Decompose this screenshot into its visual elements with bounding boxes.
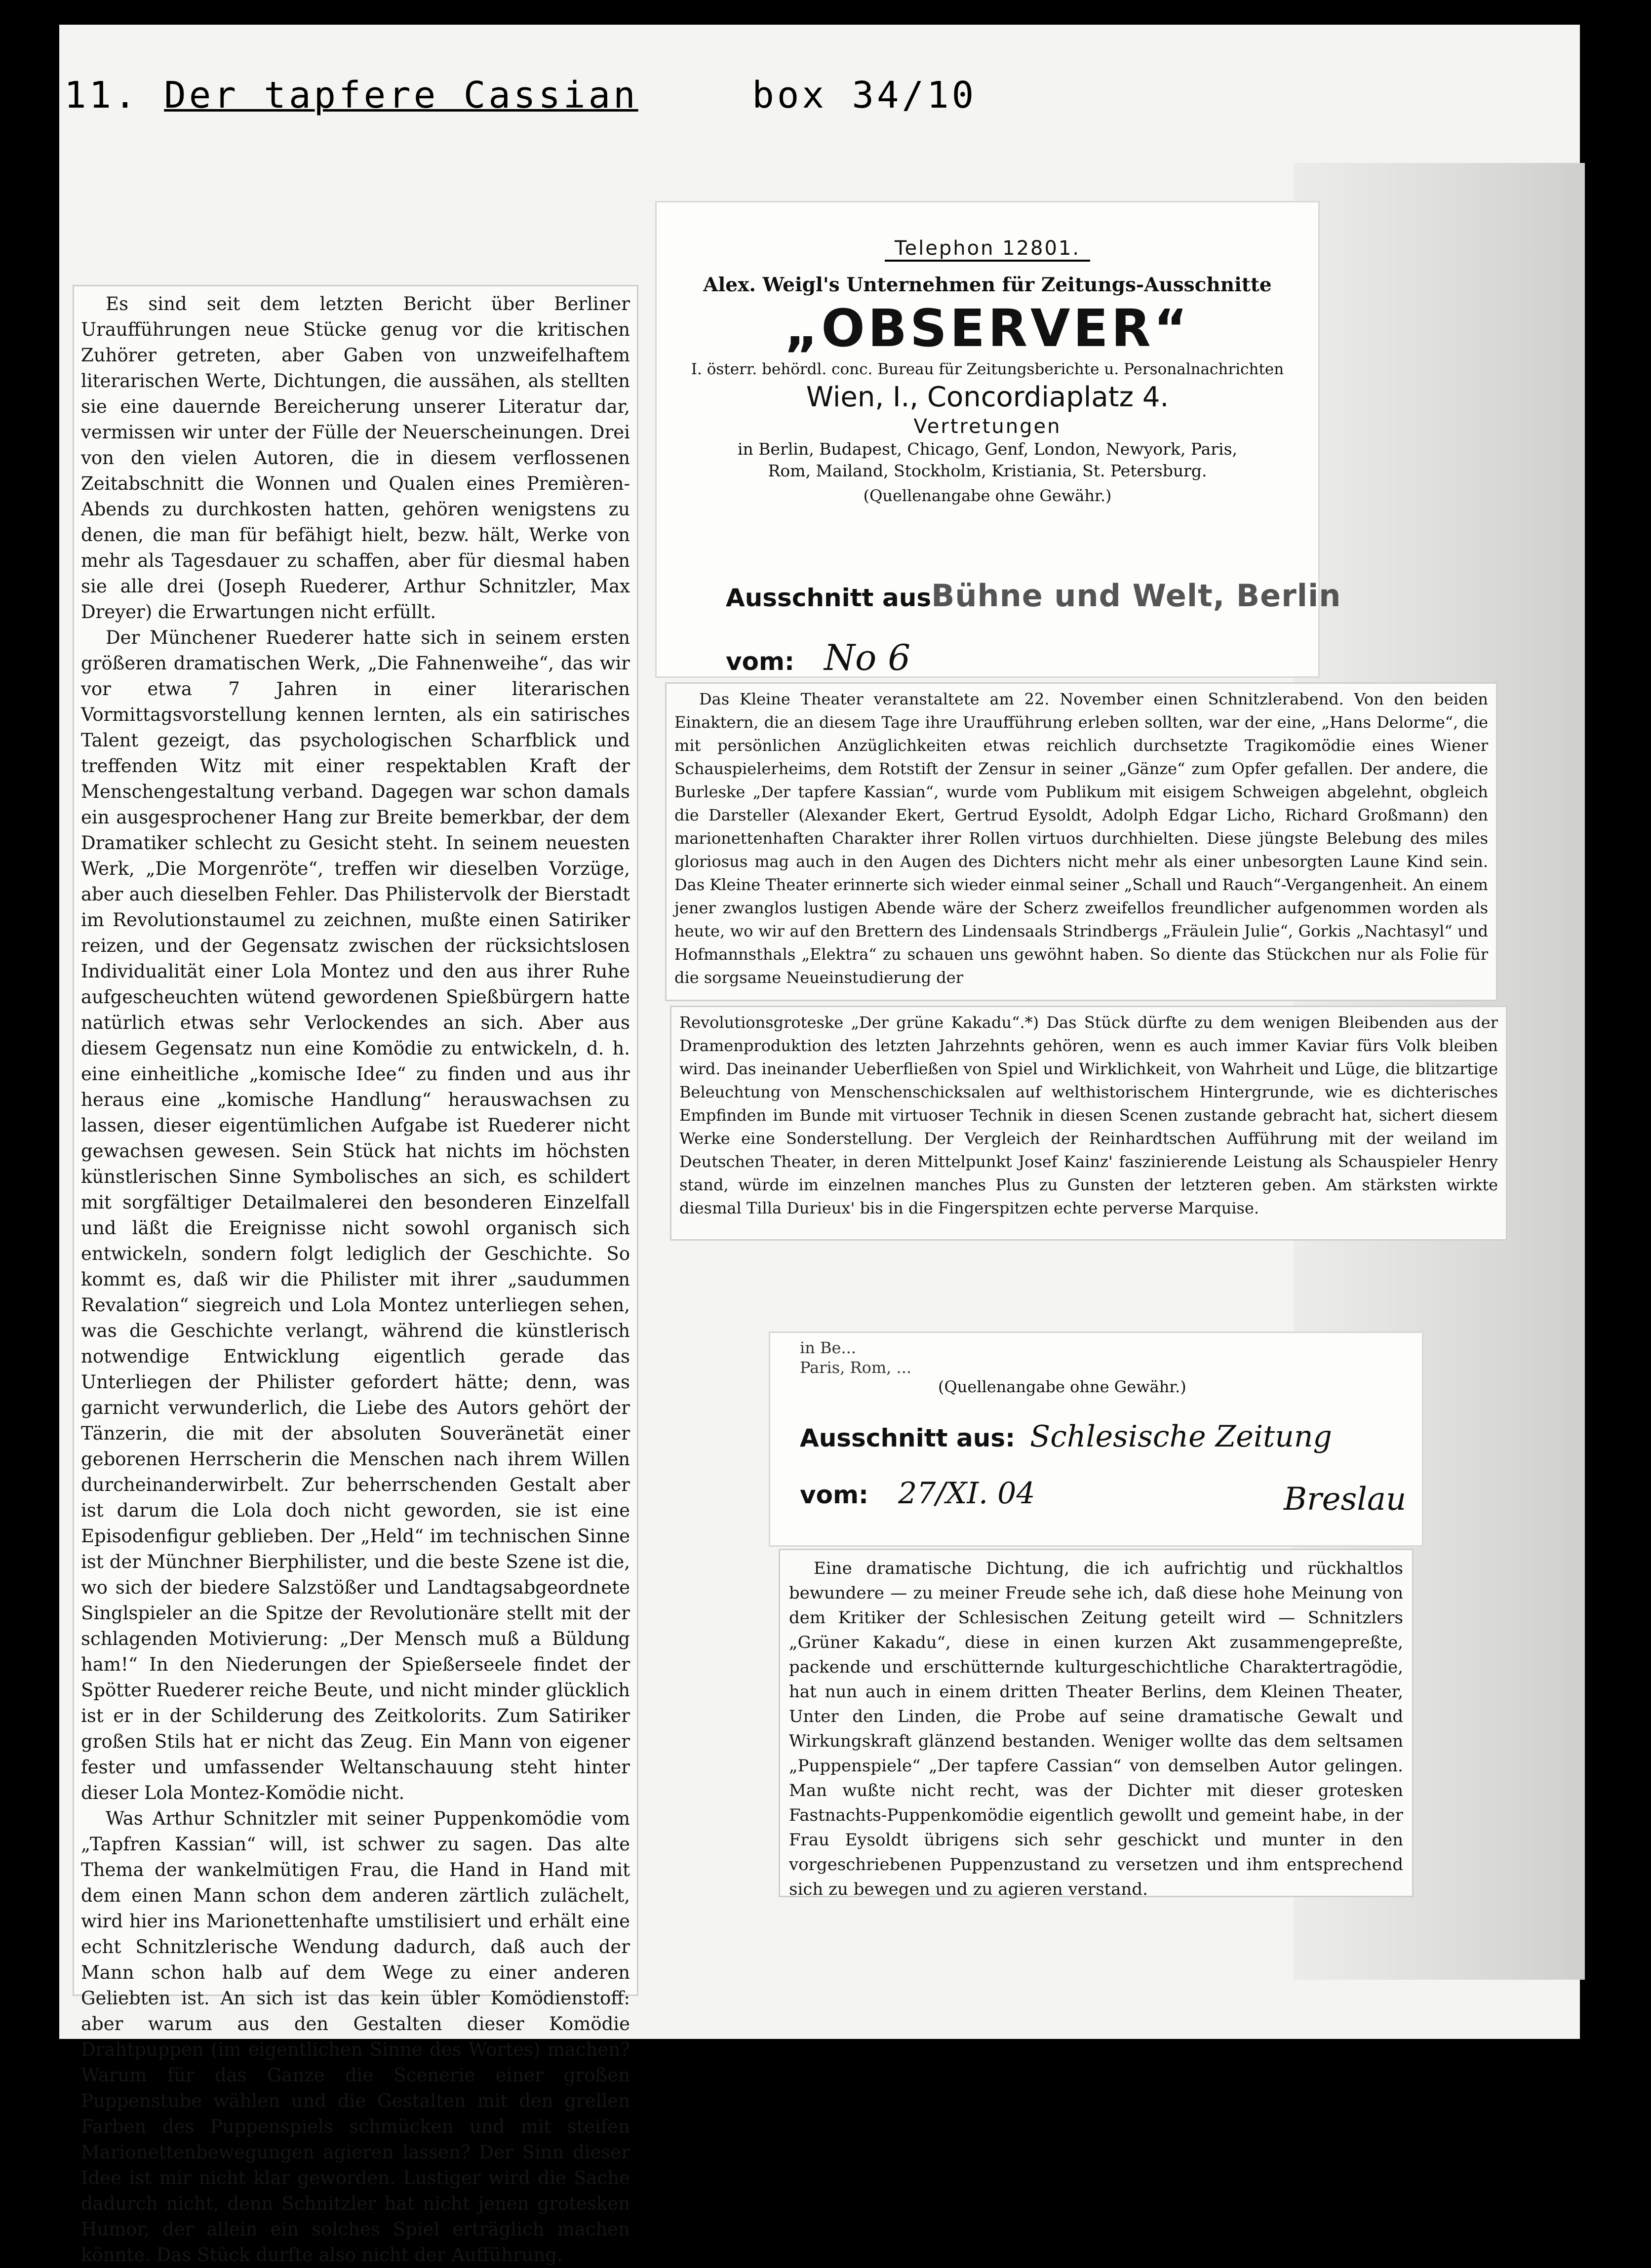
date-handwritten: 27/XI. 04 (898, 1476, 1035, 1511)
observer-clipping-header-2 (770, 1333, 1422, 1545)
quelle-note: (Quellenangabe ohne Gewähr.) (863, 486, 1112, 505)
archive-header (64, 74, 977, 117)
middle-clipping-part-2 (671, 1007, 1506, 1239)
bottom-text: Eine dramatische Dichtung, die ich aufrichtig und rückhaltlos bewundere — zu meiner Freude sehe ich, daß diese hohe Meinung von dem Kritiker der Schlesischen Zeitung geteilt wird — Schnitzlers „Grüner Kakadu“, diese in einen kurzen Akt zusammengepreßte, packende und erschütternde kulturgeschichtliche Charaktertragödie, hat nun auch in einem dritten Theater Berlins, dem Kleinen Theater, Unter den Linden, die Probe auf seine dramatische Gewalt und Wirkungskraft glänzend bestanden. Weniger wollte das dem seltsamen „Puppenspiele“ „Der tapfere Cassian“ von demselben Autor gelingen. Man wußte nicht recht, was der Dichter mit dieser grotesken Fastnachts-Puppenkomödie eigentlich gewollt und gemeint habe, in der Frau Eysoldt übrigens sich sehr geschickt und munter in den vorgeschriebenen Puppenzustand zu versetzen und ihm entsprechend sich zu bewegen und zu agieren verstand. (789, 1559, 1403, 1899)
header-box: box 34/10 (752, 74, 977, 117)
middle-clipping-part-1 (667, 684, 1496, 1000)
left-clipping (74, 286, 637, 2266)
left-paragraph-2: Der Münchener Ruederer hatte sich in seinem ersten größeren dramatischen Werk, „Die Fahnenweihe“, das wir vor etwa 7 Jahren in einer literarischen Vormittagsvorstellung kennen lernten, als ein satirisches Talent gezeigt, das psychologischen Scharfblick und treffenden Witz mit einer respektablen Kraft der Menschengestaltung verband. Dagegen war schon damals ein ausgesprochener Hang zur Breite bemerkbar, der dem Dramatiker schlecht zu Gesicht steht. In seinem neuesten Werk, „Die Morgenröte“, treffen wir dieselben Vorzüge, aber auch dieselben Fehler. Das Philistervolk der Bierstadt im Revolutionstaumel zu zeichnen, mußte einen Satiriker reizen, und der Gegensatz zwischen der rücksichtslosen Individualität einer Lola Montez und den aus ihrer Ruhe aufgescheuchten wütend gewordenen Spießbürgern hatte natürlich etwas sehr Verlockendes an sich. Aber aus diesem Gegensatz nun eine Komödie zu entwickeln, d. h. eine einheitliche „komische Idee“ zu finden und aus ihr heraus eine „komische Handlung“ herauswachsen zu lassen, dieser eigentümlichen Aufgabe ist Ruederer nicht gewachsen gewesen. Sein Stück hat nichts im höchsten künstlerischen Sinne Symbolisches an sich, es schildert mit sorgfältiger Detailmalerei den besonderen Einzelfall und läßt die Ereignisse nicht sowohl organisch sich entwickeln, sondern folgt lediglich der Geschichte. So kommt es, daß wir die Philister mit ihrer „saudummen Revalation“ siegreich und Lola Montez unterliegen sehen, was die Geschichte verlangt, während die künstlerisch notwendige Entwicklung eigentlich gerade das Unterliegen der Philister gefordert hätte; denn, was garnicht verwunderlich, die Liebe des Autors gehört der Tänzerin, die mit der absoluten Souveränetät einer geborenen Herrscherin die Menschen nach ihrem Willen durcheinanderwirbelt. Zur beherrschenden Gestalt aber ist darum die Lola doch nicht geworden, sie ist eine Episodenfigur geblieben. Der „Held“ im technischen Sinne ist der Münchner Bierphilister, und die beste Szene ist die, wo sich der biedere Salzstößer und Landtagsabgeordnete Singlspieler an die Spitze der Revolutionäre stellt mit der schlagenden Motivierung: „Der Mensch muß a Büldung ham!“ In den Niederungen der Spießerseele findet der Spötter Ruederer reiche Beute, und nicht minder glücklich ist er in der Schilderung des Zeitkolorits. Zum Satiriker großen Stils hat er nicht das Zeug. Ein Mann von eigener fester und umfassender Weltanschauung steht hinter dieser Lola Montez-Komödie nicht. (81, 627, 630, 1803)
bottom-clipping (780, 1550, 1412, 1899)
header-title: Der tapfere Cassian (164, 74, 638, 117)
partial-line-2: Paris, Rom, ... (800, 1358, 912, 1377)
observer-brand: „OBSERVER“ (784, 298, 1191, 358)
vom-line-2 (800, 1476, 1035, 1511)
ausschnitt-line (726, 578, 1341, 614)
telephone-number: Telephon 12801. (885, 237, 1090, 262)
ausschnitt-label: Ausschnitt aus (726, 584, 932, 612)
partial-cities (800, 1338, 911, 1377)
left-paragraph-3: Was Arthur Schnitzler mit seiner Puppenkomödie vom „Tapfren Kassian“ will, ist schwer zu sagen. Das alte Thema der wankelmütigen Frau, die Hand in Hand mit dem einen Mann schon dem anderen zärtlich zulächelt, wird hier ins Marionettenhafte umstilisiert und erhält eine echt Schnitzlerische Wendung dadurch, daß auch der Mann schon halb auf dem Wege zu einer anderen Geliebten ist. An sich ist das kein übler Komödienstoff: aber warum aus den Gestalten dieser Komödie Drahtpuppen (im eigentlichen Sinne des Wortes) machen? Warum für das Ganze die Scenerie einer großen Puppenstube wählen und die Gestalten mit den grellen Farben des Puppenspiels schmücken und mit steifen Marionettenbewegungen agieren lassen? Der Sinn dieser Idee ist mir nicht klar geworden. Lustiger wird die Sache dadurch nicht, denn Schnitzler hat nicht jenen grotesken Humor, der allein ein solches Spiel erträglich machen könnte. Das Stück durfte also nicht der Aufführung. (81, 1808, 630, 2266)
vom-line (726, 637, 910, 678)
cities-line-2: Rom, Mailand, Stockholm, Kristiania, St. Petersburg. (768, 461, 1207, 480)
source-handwritten: Schlesische Zeitung (1030, 1419, 1332, 1454)
ausschnitt-line-2 (800, 1419, 1332, 1454)
middle-text-part-1: Das Kleine Theater veranstaltete am 22. November einen Schnitzlerabend. Von den beiden Einaktern, die an diesem Tage ihre Uraufführung erleben sollten, war der eine, „Hans Delorme“, die mit persönlichen Anzüglichkeiten etwas reichlich durchsetzte Tragikomödie eines Wiener Schauspielerheims, dem Rotstift der Zensur in seiner „Gänze“ zum Opfer gefallen. Der andere, die Burleske „Der tapfere Kassian“, wurde vom Publikum mit eisigem Schweigen abgelehnt, obgleich die Darsteller (Alexander Ekert, Gertrud Eysoldt, Adolph Edgar Licho, Richard Großmann) den marionettenhaften Charakter ihrer Rollen virtuos durchhielten. Diese jüngste Belebung des miles gloriosus mag auch in den Augen des Dichters nicht mehr als einer unbesorgten Laune Kind sein. Das Kleine Theater erinnerte sich wieder einmal seiner „Schall und Rauch“-Vergangenheit. An einem jener zwanglos lustigen Abende wäre der Scherz zweifellos freundlicher aufgenommen worden als heute, wo wir auf den Brettern des Lindensaals Strindbergs „Fräulein Julie“, Gorkis „Nachtasyl“ und Hofmannsthals „Elektra“ zu schauen uns gewöhnt haben. So diente das Stückchen nur als Folie für die sorgsame Neueinstudierung der (674, 690, 1488, 987)
vertretungen-label: Vertretungen (913, 415, 1061, 438)
city-handwritten: Breslau (1284, 1481, 1407, 1518)
quelle-note-2: (Quellenangabe ohne Gewähr.) (938, 1377, 1186, 1396)
partial-line-1: in Be... (800, 1338, 856, 1357)
bureau-line: I. österr. behördl. conc. Bureau für Zeitungsberichte u. Personalnachrichten (691, 360, 1284, 378)
firm-name: Alex. Weigl's Unternehmen für Zeitungs-Ausschnitte (703, 274, 1272, 296)
source-stamp: Bühne und Welt, Berlin (931, 578, 1341, 614)
telephone-line (657, 237, 1318, 260)
middle-text-part-2: Revolutionsgroteske „Der grüne Kakadu“.*) Das Stück dürfte zu dem wenigen Bleibenden aus der Dramenproduktion des letzten Jahrzehnts gehören, wenn es auch immer Kaviar fürs Volk bleiben wird. Das ineinander Ueberfließen von Spiel und Wirklichkeit, von Wahrheit und Lüge, die blitzartige Beleuchtung von Menschenschicksalen auf welthistorischem Hintergrunde, wie es dichterisches Empfinden im Bunde mit virtuoser Technik in diesen Scenen zustande gebracht hat, sichert diesem Werke eine Sonderstellung. Der Vergleich der Reinhardtschen Aufführung mit der weiland im Deutschen Theater, in deren Mittelpunkt Josef Kainz' faszinierende Leistung als Schauspieler Henry stand, würde im einzelnen manches Plus zu Gunsten der letzteren geben. Am stärksten wirkte diesmal Tilla Durieux' bis in die Fingerspitzen echte perverse Marquise. (679, 1013, 1498, 1217)
address-line: Wien, I., Concordiaplatz 4. (806, 381, 1169, 413)
cities-line-1: in Berlin, Budapest, Chicago, Genf, London, Newyork, Paris, (738, 439, 1237, 459)
observer-clipping-header (657, 202, 1341, 678)
vom-handwritten: No 6 (824, 637, 911, 678)
left-paragraph-1: Es sind seit dem letzten Bericht über Berliner Uraufführungen neue Stücke genug vor die kritischen Zuhörer getreten, aber Gaben von unzweifelhaftem literarischen Werte, Dichtungen, die aussähen, als stellten sie eine dauernde Bereicherung unserer Literatur dar, vermissen wir unter der Fülle der Neuerscheinungen. Drei von den vielen Autoren, die in diesem verflossenen Zeitabschnitt die Wonnen und Qualen eines Premièren-Abends zu durchkosten hatten, gehören wenigstens zu denen, die man für befähigt hielt, bezw. hält, Werke von mehr als Tagesdauer zu schaffen, aber für diesmal haben sie alle drei (Joseph Ruederer, Arthur Schnitzler, Max Dreyer) die Erwartungen nicht erfüllt. (81, 293, 630, 623)
ausschnitt-label-2: Ausschnitt aus: (800, 1424, 1016, 1452)
vom-label: vom: (726, 647, 795, 676)
header-number: 11. (64, 74, 139, 117)
vom-label-2: vom: (800, 1481, 869, 1509)
